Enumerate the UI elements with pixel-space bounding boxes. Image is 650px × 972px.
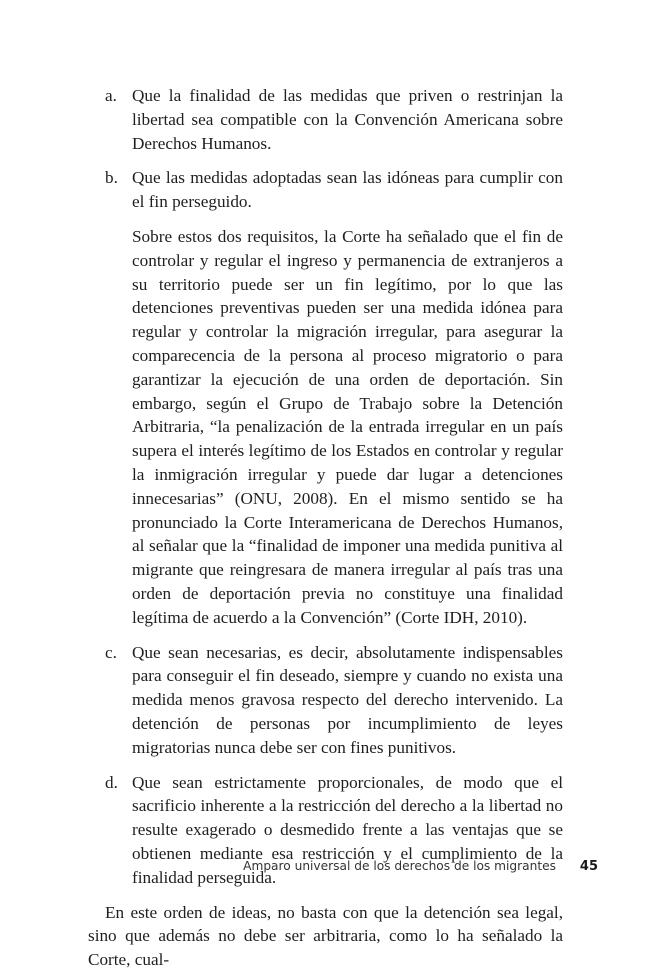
list-marker: c. xyxy=(105,642,117,662)
page-number: 45 xyxy=(579,859,598,874)
running-title: Amparo universal de los derechos de los migrantes xyxy=(243,859,556,873)
list-item-text: Que la finalidad de las medidas que priven o restrinjan la libertad sea compatible con la Convención Americana sobre Derechos Humanos. xyxy=(132,86,563,153)
list-item-a xyxy=(88,84,563,155)
list-marker: d. xyxy=(105,772,118,792)
list-item-text: Que sean necesarias, es decir, absolutamente indispensables para conseguir el fin deseado, siempre y cuando no exista una medida menos gravosa respecto del derecho intervenido. La detención de personas por incumplimiento de leyes migratorias nunca debe ser con fines punitivos. xyxy=(132,642,563,757)
subparagraph: Sobre estos dos requisitos, la Corte ha señalado que el fin de controlar y regular el ingreso y permanencia de extranjeros a su territorio puede ser un fin legítimo, por lo que las detenciones preventivas pueden ser una medida idónea para regular y controlar la migración irregular, para asegurar la comparecencia de la persona al proceso migratorio o para garantizar la ejecución de una orden de deportación. Sin embargo, según el Grupo de Trabajo sobre la Detención Arbitraria, “la penalización de la entrada irregular en un país supera el interés legítimo de los Estados en controlar y regular la inmigración irregular y puede dar lugar a detenciones innecesarias” (ONU, 2008). En el mismo sentido se ha pronunciado la Corte Interamericana de Derechos Humanos, al señalar que la “finalidad de imponer una medida punitiva al migrante que reingresara de manera irregular al país tras una orden de deportación previa no constituye una finalidad legítima de acuerdo a la Convención” (Corte IDH, 2010). xyxy=(132,226,563,627)
list-item-b xyxy=(88,166,563,214)
list-item-c xyxy=(88,641,563,760)
list-marker: a. xyxy=(105,86,117,105)
page-footer xyxy=(0,859,650,879)
body-text xyxy=(88,84,563,972)
closing-paragraph: En este orden de ideas, no basta con que la detención sea legal, sino que además no debe ser arbitraria, como lo ha señalado la Corte, cual- xyxy=(88,902,563,970)
list-item-text: Que las medidas adoptadas sean las idóneas para cumplir con el fin perseguido. xyxy=(132,168,563,212)
list-item-text: Que sean estrictamente proporcionales, de modo que el sacrificio inherente a la restricción del derecho a la libertad no resulte exagerado o desmedido frente a las ventajas que se obtienen mediante esa restricción y el cumplimiento de la finalidad perseguida. xyxy=(132,772,563,887)
list-marker: b. xyxy=(105,168,118,188)
